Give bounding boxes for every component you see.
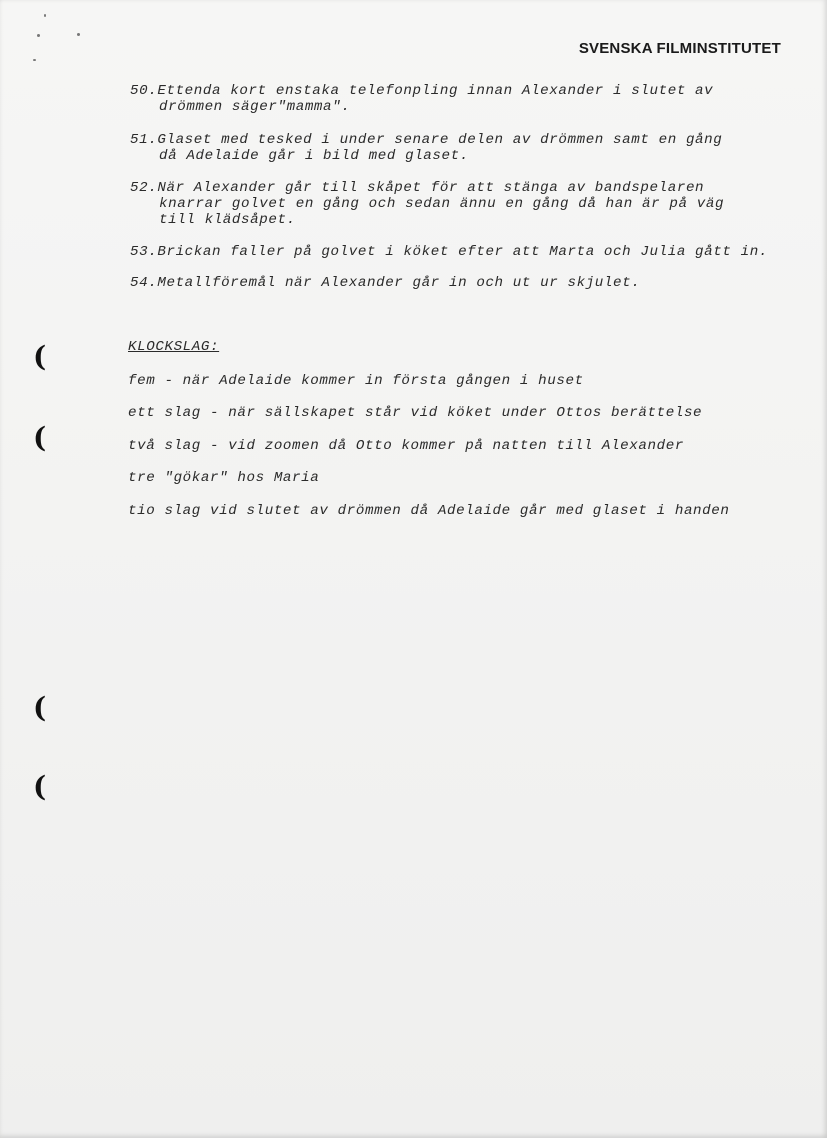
item-text-line: När Alexander går till skåpet för att stänga av bandspelaren <box>157 180 705 196</box>
section-heading: KLOCKSLAG: <box>128 339 220 355</box>
list-item-53 <box>130 244 768 260</box>
item-text-line: Brickan faller på golvet i köket efter att Marta och Julia gått in. <box>157 244 768 260</box>
list-item-50 <box>130 83 713 115</box>
paper-speck <box>33 59 36 61</box>
item-text-line: Ettenda kort enstaka telefonpling innan Alexander i slutet av <box>157 83 714 99</box>
paper-speck <box>77 33 80 36</box>
paper-speck <box>37 34 40 37</box>
item-number: 52. <box>130 180 158 196</box>
item-number: 53. <box>130 244 158 260</box>
item-number: 54. <box>130 275 158 291</box>
punch-hole-icon: ( <box>33 770 47 803</box>
punch-hole-icon: ( <box>33 340 47 373</box>
institute-header: SVENSKA FILMINSTITUTET <box>578 40 781 57</box>
item-text-line: knarrar golvet en gång och sedan ännu en gång då han är på väg <box>159 196 725 212</box>
clock-line: tre "gökar" hos Maria <box>128 470 320 486</box>
clock-line: två slag - vid zoomen då Otto kommer på natten till Alexander <box>128 438 684 454</box>
clock-line: fem - när Adelaide kommer in första gången i huset <box>128 373 584 389</box>
list-item-54 <box>130 275 640 291</box>
clock-line: ett slag - när sällskapet står vid köket under Ottos berättelse <box>128 405 703 421</box>
list-item-51 <box>130 132 722 164</box>
item-text-line: då Adelaide går i bild med glaset. <box>159 148 469 164</box>
punch-hole-icon: ( <box>33 421 47 454</box>
list-item-52 <box>130 180 724 228</box>
item-text-line: Metallföremål när Alexander går in och ut ur skjulet. <box>157 275 641 291</box>
item-number: 50. <box>130 83 158 99</box>
item-text-line: drömmen säger"mamma". <box>159 99 351 115</box>
item-text-line: Glaset med tesked i under senare delen av drömmen samt en gång <box>157 132 723 148</box>
item-text-line: till klädsåpet. <box>159 212 296 228</box>
clock-line: tio slag vid slutet av drömmen då Adelaide går med glaset i handen <box>128 503 730 519</box>
punch-hole-icon: ( <box>33 691 47 724</box>
item-number: 51. <box>130 132 158 148</box>
paper-speck <box>44 14 46 17</box>
